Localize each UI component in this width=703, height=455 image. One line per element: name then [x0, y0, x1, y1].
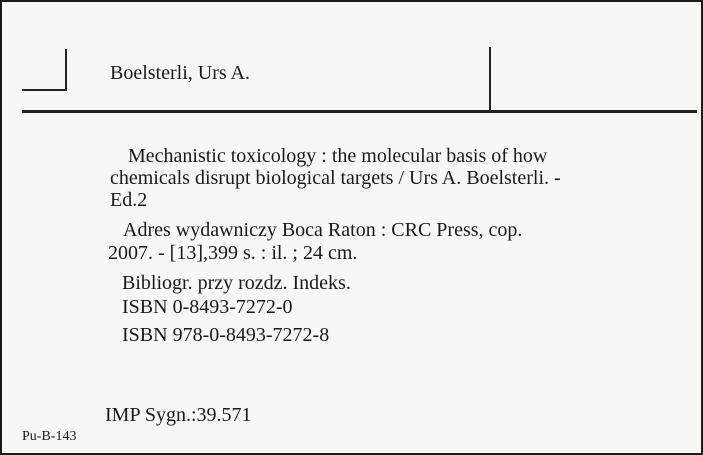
title-line-2: chemicals disrupt biological targets / Urs A. Boelsterli. - [110, 167, 561, 189]
notes-line: Bibliogr. przy rozdz. Indeks. [122, 272, 351, 294]
title-line-3: Ed.2 [110, 189, 148, 211]
publication-line-1: Adres wydawniczy Boca Raton : CRC Press, cop. [123, 219, 523, 241]
isbn-10: ISBN 0-8493-7272-0 [122, 296, 293, 318]
author-heading: Boelsterli, Urs A. [110, 62, 250, 84]
corner-mark-vertical [65, 49, 67, 91]
title-line-1: Mechanistic toxicology : the molecular basis of how [128, 145, 548, 167]
header-divider-horizontal [22, 110, 697, 113]
shelfmark: Pu-B-143 [22, 429, 77, 444]
corner-mark-horizontal [22, 89, 67, 91]
publication-line-2: 2007. - [13],399 s. : il. ; 24 cm. [108, 242, 358, 264]
header-divider-vertical [489, 47, 491, 110]
isbn-13: ISBN 978-0-8493-7272-8 [122, 324, 330, 346]
signature-note: IMP Sygn.:39.571 [105, 404, 252, 426]
